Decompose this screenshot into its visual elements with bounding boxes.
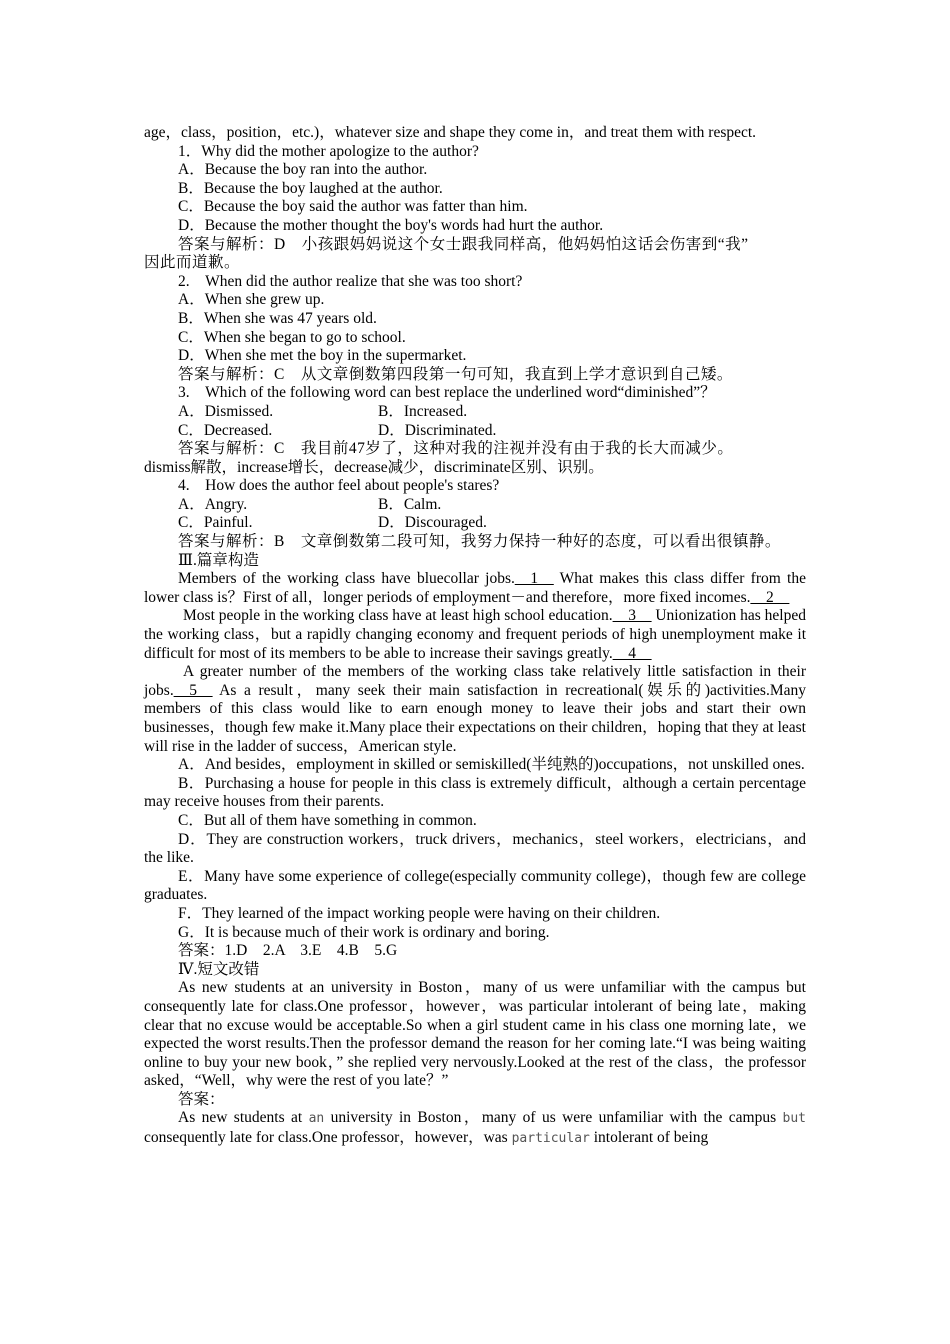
answer-label: 答案与解析： [178, 365, 275, 383]
answer-text: consequently late for class.One professor，however，was [144, 1129, 512, 1147]
q1-answer [144, 236, 806, 255]
q4-answer [144, 533, 806, 552]
q3-options-row-1 [144, 403, 806, 422]
answer-text: university in Boston，many of us were unfamiliar with the campus [324, 1109, 783, 1127]
q1-option-b: B．Because the boy laughed at the author. [178, 179, 443, 197]
answer-label: 答案与解析： [178, 440, 275, 458]
q1-option-d: D．Because the mother thought the boy's words had hurt the author. [178, 216, 604, 234]
top-line: age，class，position，etc.)，whatever size and shape they come in，and treat them with respect. [144, 124, 757, 141]
q2-option-c: C．When she began to go to school. [178, 328, 406, 346]
section-3-option-b: B．Purchasing a house for people in this class is extremely difficult，although a certain percentage may receive houses from their parents. [144, 774, 806, 811]
q2-option-b: B．When she was 47 years old. [178, 309, 377, 327]
answer-text: B 文章倒数第二段可知，我努力保持一种好的态度，可以看出很镇静。 [274, 533, 781, 551]
q3-option-a: A．Dismissed. [178, 402, 274, 420]
answer-text: intolerant of being [589, 1129, 709, 1147]
para-text: Unionization has helped the working class，but a rapidly changing economy and frequent periods of high unemployment make it difficult for most of its members to be able to increase their savings greatly. [144, 607, 806, 662]
section-4-answer-label: 答案： [178, 1090, 225, 1108]
correction-mark-1: an [308, 1111, 325, 1127]
q1-option-a: A．Because the boy ran into the author. [178, 161, 428, 179]
section-3-para-3 [144, 663, 806, 756]
section-4-answer-text [144, 1109, 806, 1148]
section-3-option-d: D．They are construction workers，truck drivers，mechanics，steel workers，electricians，and the like. [144, 830, 806, 867]
q4-option-a: A．Angry. [178, 495, 248, 513]
document-page [144, 124, 806, 1149]
para-text: Members of the working class have bluecollar jobs. [178, 570, 515, 588]
answer-text: As new students at [178, 1109, 309, 1127]
section-3-para-1 [144, 570, 806, 607]
blank-5: __5__ [173, 681, 213, 699]
answer-label: 答案与解析： [178, 235, 275, 253]
section-3-answer: 答案：1.D 2.A 3.E 4.B 5.G [178, 942, 398, 960]
blank-1: __1__ [514, 570, 554, 588]
question-2: 2. When did the author realize that she was too short? [178, 272, 523, 290]
q3-option-d: D．Discriminated. [378, 421, 497, 439]
section-3-option-a: A．And besides，employment in skilled or semiskilled(半纯熟的)occupations，not unskilled ones. [178, 756, 805, 774]
q1-option-c: C．Because the boy said the author was fatter than him. [178, 198, 528, 216]
q4-option-d: D．Discouraged. [378, 514, 487, 532]
para-text: What makes this class differ from the lower class is？First of all，longer periods of employment－and therefore，more fixed incomes. [144, 570, 806, 606]
section-3-option-c: C．But all of them have something in common. [178, 811, 477, 829]
answer-text: D 小孩跟妈妈说这个女士跟我同样高，他妈妈怕这话会伤害到“我” [274, 235, 749, 253]
section-3-option-e: E．Many have some experience of college(especially community college)，though few are college graduates. [144, 867, 806, 904]
q2-option-d: D．When she met the boy in the supermarket. [178, 347, 467, 365]
q3-option-c: C．Decreased. [178, 421, 273, 439]
blank-2: __2__ [750, 588, 790, 606]
section-3-option-f: F．They learned of the impact working people were having on their children. [178, 904, 661, 922]
question-3: 3. Which of the following word can best replace the underlined word“diminished”？ [178, 384, 716, 402]
section-4-passage: As new students at an university in Boston，many of us were unfamiliar with the campus but consequently late for class.One professor，however，was particular intolerant of being late，making clear that no excuse would be acceptable.So when a girl student came in his class one morning late，we expected the worst results.Then the professor demand the reason for her coming late.“I was being waiting online to buy your new book，” she replied very nervously.Looked at the rest of the class，the professor asked，“Well，why were the rest of you late？” [144, 979, 806, 1090]
q3-answer-cont: dismiss解散，increase增长，decrease减少，discriminate区别、识别。 [144, 458, 604, 476]
section-3-heading: Ⅲ.篇章构造 [178, 551, 259, 569]
q4-options-row-1 [144, 496, 806, 515]
section-4-heading: Ⅳ.短文改错 [178, 960, 260, 978]
q4-option-c: C．Painful. [178, 514, 253, 532]
correction-mark-2: but [782, 1111, 806, 1127]
question-1: 1．Why did the mother apologize to the author? [178, 142, 479, 160]
section-3-para-2 [144, 607, 806, 663]
q2-option-a: A．When she grew up. [178, 291, 325, 309]
question-4: 4. How does the author feel about people's stares? [178, 477, 500, 495]
blank-3: __3__ [612, 607, 652, 625]
q3-option-b: B．Increased. [378, 402, 468, 420]
q3-options-row-2 [144, 422, 806, 441]
answer-text: C 我目前47岁了，这种对我的注视并没有由于我的长大而减少。 [274, 440, 734, 458]
q1-answer-cont: 因此而道歉。 [144, 254, 241, 272]
q4-option-b: B．Calm. [378, 495, 442, 513]
para-text: As a result，many seek their main satisfaction in recreational(娱乐的)activities.Many members of this class would like to earn enough money to leave their jobs and start their own businesses，though few make it.Many place their expectations on their children，hoping that they at least will rise in the ladder of success，American style. [144, 681, 806, 755]
section-3-option-g: G．It is because much of their work is ordinary and boring. [178, 923, 550, 941]
para-text: A greater number of the members of the working class take relatively little satisfaction in their jobs. [144, 663, 806, 699]
q3-answer [144, 440, 806, 459]
correction-mark-3: particular [511, 1131, 590, 1147]
answer-label: 答案与解析： [178, 533, 275, 551]
q2-answer [144, 366, 806, 385]
blank-4: __4__ [612, 644, 652, 662]
para-text: Most people in the working class have at least high school education. [183, 607, 613, 625]
answer-text: C 从文章倒数第四段第一句可知，我直到上学才意识到自己矮。 [274, 365, 733, 383]
q4-options-row-2 [144, 514, 806, 533]
